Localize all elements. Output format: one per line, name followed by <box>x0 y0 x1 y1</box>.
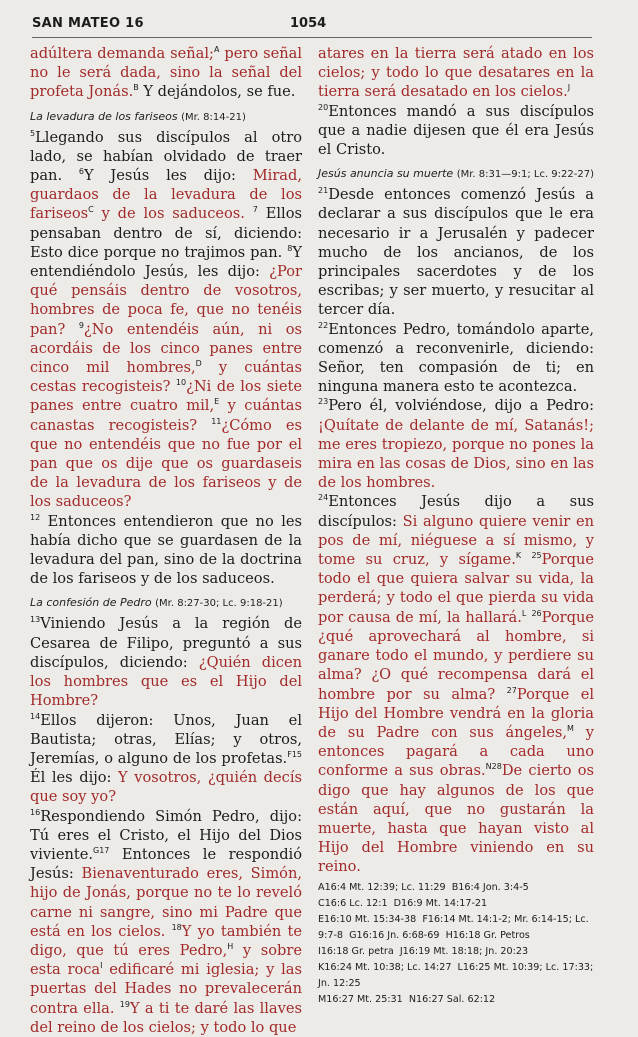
verse-19-end <box>318 44 594 159</box>
verse-number: 11 <box>211 416 222 426</box>
red-text: Porque todo el que quiera salvar su vida, la perderá; y todo el que pierda su vida por causa de mí, la hallará. <box>318 551 595 626</box>
footnote-marker: C <box>88 205 94 215</box>
heading-reference: (Mr. 8:14-21) <box>181 111 246 123</box>
page-number: 1054 <box>290 16 327 31</box>
heading-text: La levadura de los fariseos <box>30 109 178 123</box>
verse-text: Llegando sus discípulos al otro lado, se habían olvidado de traer pan. <box>30 128 302 185</box>
footnote-marker: I <box>100 961 103 971</box>
verse-text: Pero él, volviéndose, dijo a Pedro: <box>328 397 594 415</box>
verse-number: 17 <box>99 846 110 856</box>
verse-text: Y Jesús les dijo: <box>83 167 253 185</box>
red-text: y de los saduceos. <box>93 205 245 223</box>
footnote-marker: M <box>567 724 574 734</box>
verses-5-12 <box>30 128 302 589</box>
verse-number: 13 <box>30 615 41 625</box>
heading-reference: (Mr. 8:31—9:1; Lc. 9:22-27) <box>456 169 594 181</box>
note-b: B16:4 Jon. 3:4-5 <box>451 882 529 893</box>
red-text: De cierto os digo que hay algunos de los que están aquí, que no gustarán la muerte, hasta que hayan visto al Hijo del Hombre viniendo en su reino. <box>318 762 594 876</box>
verse-text: Y dejándolos, se fue. <box>138 83 296 101</box>
red-text: pero señal no le será dada, sino la señal del profeta Jonás. <box>30 45 302 101</box>
note-c: C16:6 Lc. 12:1 <box>318 898 388 909</box>
heading-reference: (Mr. 8:27-30; Lc. 9:18-21) <box>155 598 283 610</box>
section-heading-confesion <box>30 594 302 612</box>
footnote-marker: D <box>195 359 202 369</box>
page-header <box>32 15 592 38</box>
verse-number: 14 <box>30 711 41 721</box>
note-m: M16:27 Mt. 25:31 <box>318 994 403 1005</box>
note-k: K16:24 Mt. 10:38; Lc. 14:27 <box>318 962 452 973</box>
note-j: J16:19 Mt. 18:18; Jn. 20:23 <box>399 946 529 957</box>
note-n: N16:27 Sal. 62:12 <box>408 994 496 1005</box>
note-i: I16:18 Gr. petra <box>318 946 394 957</box>
note-a: A16:4 Mt. 12:39; Lc. 11:29 <box>318 882 446 893</box>
verse-number: 26 <box>531 608 542 618</box>
red-text: ¿No entendéis aún, ni os acordáis de los cinco panes entre cinco mil hombres, <box>30 320 302 377</box>
red-text: ¡Quítate de delante de mí, Satanás!; me eres tropiezo, porque no pones la mira en las cosas de Dios, sino en las de los hombres. <box>318 416 594 492</box>
heading-text: Jesús anuncia su muerte <box>318 167 454 181</box>
verse-number: 5 <box>30 128 36 138</box>
verse-number: 28 <box>491 762 502 772</box>
red-text: adúltera demanda señal; <box>30 45 214 62</box>
verse-text: Él les dijo: <box>30 769 119 787</box>
verse-number: 10 <box>175 378 187 388</box>
footnote-marker: F <box>287 750 292 760</box>
red-text: ¿Ni de los siete panes entre cuatro mil, <box>30 378 302 415</box>
red-text: Si alguno quiere venir en pos de mí, niéguese a sí mismo, y tome su cruz, y sígame. <box>318 512 594 569</box>
red-text: atares en la tierra será atado en los cielos; y todo lo que desatares en la tierra será desatado en los cielos. <box>318 45 594 101</box>
red-text: y cuántas canastas recogisteis? <box>30 397 302 434</box>
note-l: L16:25 Mt. 10:39; Lc. 17:33; Jn. 12:25 <box>318 962 594 989</box>
footnote-marker: E <box>214 397 220 407</box>
red-text: Y yo también te digo, que tú eres Pedro, <box>30 922 302 959</box>
red-text: Y a ti te daré las llaves del reino de los cielos; y todo lo que <box>30 999 302 1036</box>
verse-number: 21 <box>318 186 329 196</box>
red-text: Porque el Hijo del Hombre vendrá en la gloria de su Padre con sus ángeles, <box>318 685 595 741</box>
verse-number: 8 <box>287 243 293 253</box>
verse-number: 22 <box>318 320 329 330</box>
cross-references <box>318 880 594 1008</box>
verse-text: Entonces le respondió Jesús: <box>30 845 302 883</box>
red-text: y entonces pagará a cada uno conforme a sus obras. <box>318 723 594 780</box>
verse-number: 16 <box>30 807 41 817</box>
red-text: edificaré mi iglesia; y las puertas del Hades no prevalecerán contra ella. <box>30 961 302 1017</box>
verse-text: Respondiendo Simón Pedro, dijo: Tú eres el Cristo, el Hijo del Dios viviente. <box>30 807 302 863</box>
footnote-marker: A <box>213 45 220 55</box>
footnote-marker: L <box>521 608 527 618</box>
red-text: Bienaventurado eres, Simón, hijo de Jonás, porque no te lo reveló carne ni sangre, sino mi Padre que está en los cielos. <box>30 865 303 940</box>
verse-text: Entonces Jesús dijo a sus discípulos: <box>318 493 594 530</box>
footnote-marker: N <box>485 762 492 772</box>
red-text: Mirad, guardaos de la levadura de los fariseos <box>30 167 302 223</box>
red-text: ¿Quién dicen los hombres que es el Hijo del Hombre? <box>30 653 303 710</box>
verses-13-19 <box>30 614 302 1036</box>
verse-number: 15 <box>291 750 302 760</box>
left-column <box>30 44 302 1037</box>
footnote-marker: H <box>227 942 234 952</box>
verse-text: Entonces mandó a sus discípulos que a nadie dijesen que él era Jesús el Cristo. <box>318 102 594 159</box>
verse-text: Viniendo Jesús a la región de Cesarea de Filipo, preguntó a sus discípulos, diciendo: <box>30 615 302 671</box>
section-heading-muerte <box>318 165 594 183</box>
note-f: F16:14 Mt. 14:1-2; Mr. 6:14-15; Lc. 9:7-8 <box>318 914 589 941</box>
verse-text: Entonces Pedro, tomándolo aparte, comenzó a reconvenirle, diciendo: Señor, ten compasión de ti; en ninguna manera esto te acontezca. <box>318 320 594 396</box>
right-column <box>318 44 594 877</box>
footnote-marker: G <box>93 846 100 856</box>
red-text: Y vosotros, ¿quién decís que soy yo? <box>30 769 302 806</box>
footnote-marker: K <box>515 551 522 561</box>
verse-text: Ellos pensaban dentro de sí, diciendo: Esto dice porque no trajimos pan. <box>30 205 302 261</box>
red-text: ¿Por qué pensáis dentro de vosotros, hombres de poca fe, que no tenéis pan? <box>30 263 302 338</box>
verses-21-28 <box>318 185 594 876</box>
note-g: G16:16 Jn. 6:68-69 <box>349 930 440 941</box>
verse-text: Y entendiéndolo Jesús, les dijo: <box>30 243 302 281</box>
note-d: D16:9 Mt. 14:17-21 <box>393 898 488 909</box>
red-text: y cuántas cestas recogisteis? <box>30 359 302 396</box>
verse-text: Ellos dijeron: Unos, Juan el Bautista; otras, Elías; y otros, Jeremías, o alguno de los profetas. <box>30 711 302 767</box>
verse-text: Entonces entendieron que no les había dicho que se guardasen de la levadura del pan, sino de la doctrina de los fariseos y de los saduceos. <box>30 512 302 588</box>
book-chapter-title: SAN MATEO 16 <box>32 16 144 31</box>
footnote-marker: J <box>567 83 571 93</box>
verse-number: 25 <box>531 551 542 561</box>
verse-number: 19 <box>119 999 130 1009</box>
note-h: H16:18 Gr. Petros <box>445 930 530 941</box>
verse-number: 9 <box>78 320 84 330</box>
section-heading-levadura <box>30 108 302 126</box>
verse-number: 24 <box>318 493 329 503</box>
red-text: Porque ¿qué aprovechará al hombre, si ganare todo el mundo, y perdiere su alma? ¿O qué recompensa dará el hombre por su alma? <box>318 608 594 703</box>
red-text: ¿Cómo es que no entendéis que no fue por el pan que os dije que os guardaseis de la levadura de los fariseos y de los saduceos? <box>30 416 302 511</box>
verse-text: Desde entonces comenzó Jesús a declarar a sus discípulos que le era necesario ir a Jerusalén y padecer mucho de los ancianos, de los principales sacerdotes y de los escribas; y ser muerto, y resucitar al tercer día. <box>318 186 594 319</box>
verse-4-end <box>30 44 302 102</box>
verse-number: 6 <box>78 167 84 177</box>
verse-number: 7 <box>252 205 258 215</box>
footnote-marker: B <box>133 83 139 93</box>
verse-number: 12 <box>30 512 41 522</box>
note-e: E16:10 Mt. 15:34-38 <box>318 914 417 925</box>
verse-number: 23 <box>318 397 329 407</box>
heading-text: La confesión de Pedro <box>30 596 152 610</box>
verse-number: 18 <box>171 922 182 932</box>
red-text: y sobre esta roca <box>30 941 302 979</box>
verse-number: 20 <box>318 102 329 112</box>
verse-number: 27 <box>506 685 517 695</box>
